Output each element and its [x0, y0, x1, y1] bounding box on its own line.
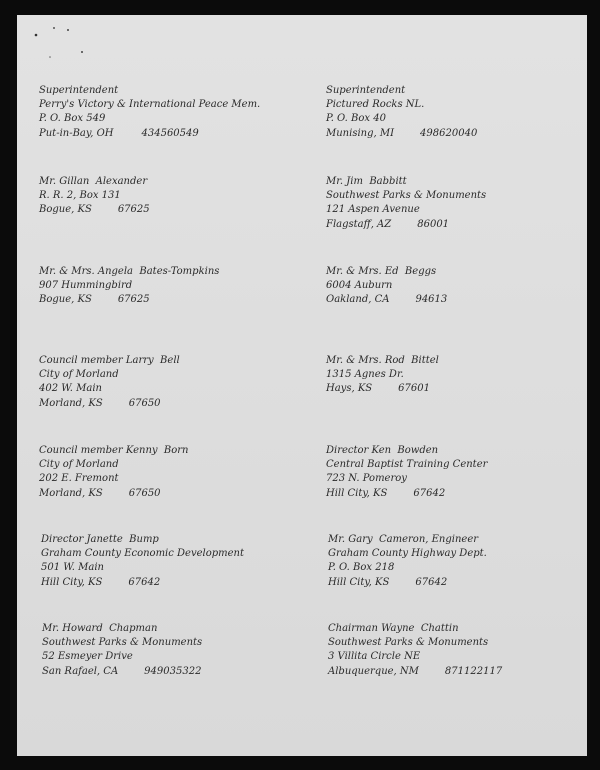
address-line: 1315 Agnes Dr.	[326, 369, 404, 381]
paper-sheet	[17, 15, 587, 756]
zip-code: 67650	[128, 487, 161, 499]
city-state-line	[328, 576, 588, 590]
city-state: Morland, KS	[39, 397, 103, 409]
address-line: Graham County Highway Dept.	[328, 548, 487, 560]
city-state-line	[39, 487, 299, 501]
zip-code: 67642	[415, 576, 448, 588]
zip-code: 434560549	[141, 127, 199, 139]
address-line: Pictured Rocks NL.	[326, 99, 425, 111]
zip-code: 949035322	[144, 665, 202, 677]
city-state-line	[328, 665, 588, 679]
address-line: P. O. Box 549	[39, 113, 106, 125]
city-state: Bogue, KS	[39, 204, 92, 216]
city-state: Hays, KS	[326, 383, 373, 395]
city-state-line	[326, 293, 586, 307]
address-line: Perry's Victory & International Peace Mem.	[39, 99, 261, 111]
address-line: Mr. & Mrs. Rod Bittel	[326, 355, 439, 366]
city-state-line	[326, 487, 586, 501]
address-line: 3 Villita Circle NE	[328, 651, 421, 663]
address-line: Southwest Parks & Monuments	[328, 637, 489, 649]
address-block-5	[326, 265, 586, 308]
address-line: City of Morland	[39, 459, 119, 471]
zip-code: 86001	[417, 218, 450, 230]
address-line: 907 Hummingbird	[39, 280, 133, 292]
zip-code: 67625	[117, 294, 150, 306]
address-block-2	[39, 175, 299, 218]
address-line: 402 W. Main	[39, 383, 102, 395]
address-line: Mr. Gary Cameron, Engineer	[328, 534, 479, 545]
address-block-4	[39, 265, 299, 308]
city-state-line	[41, 576, 301, 590]
address-line: Council member Kenny Born	[39, 445, 189, 456]
address-block-8	[39, 444, 299, 501]
city-state-line	[39, 293, 299, 307]
address-line: Central Baptist Training Center	[326, 459, 488, 471]
address-line: Graham County Economic Development	[41, 548, 245, 560]
zip-code: 67601	[398, 383, 430, 395]
address-line: Superintendent	[39, 85, 119, 96]
address-block-6	[39, 354, 299, 411]
address-line: Director Janette Bump	[41, 534, 159, 545]
address-line: Mr. Gillan Alexander	[39, 176, 148, 187]
address-line: 121 Aspen Avenue	[326, 204, 420, 216]
address-line: Superintendent	[326, 85, 406, 96]
address-line: 6004 Auburn	[326, 280, 393, 292]
city-state-line	[42, 665, 302, 679]
address-line: Southwest Parks & Monuments	[326, 190, 487, 202]
address-line: Mr. Jim Babbitt	[326, 176, 407, 187]
city-state: Munising, MI	[326, 127, 395, 139]
address-line: 202 E. Fremont	[39, 473, 119, 485]
zip-code: 498620040	[420, 127, 478, 139]
address-line: 723 N. Pomeroy	[326, 473, 407, 485]
address-line: Southwest Parks & Monuments	[42, 637, 203, 649]
address-line: P. O. Box 218	[328, 562, 395, 574]
zip-code: 67642	[413, 487, 446, 499]
address-line: Chairman Wayne Chattin	[328, 623, 459, 634]
zip-code: 94613	[415, 294, 448, 306]
zip-code: 67642	[128, 576, 161, 588]
address-block-10	[41, 533, 301, 590]
city-state: Put-in-Bay, OH	[39, 127, 114, 139]
city-state-line	[326, 382, 586, 396]
city-state-line	[326, 218, 586, 232]
address-block-7	[326, 354, 586, 397]
city-state: Hill City, KS	[41, 576, 103, 588]
city-state-line	[39, 203, 299, 217]
address-block-3	[326, 175, 586, 232]
address-line: 501 W. Main	[41, 562, 104, 574]
address-block-0	[39, 84, 299, 141]
city-state: Oakland, CA	[326, 294, 390, 306]
zip-code: 871122117	[444, 665, 503, 677]
address-line: Mr. & Mrs. Angela Bates-Tompkins	[39, 266, 220, 277]
address-block-9	[326, 444, 586, 501]
city-state: San Rafael, CA	[42, 665, 119, 677]
city-state-line	[39, 127, 299, 141]
city-state: Hill City, KS	[326, 487, 388, 499]
address-block-1	[326, 84, 586, 141]
city-state: Morland, KS	[39, 487, 103, 499]
address-line: 52 Esmeyer Drive	[42, 651, 133, 663]
address-line: Mr. Howard Chapman	[42, 623, 158, 634]
city-state: Albuquerque, NM	[328, 665, 419, 677]
zip-code: 67650	[128, 397, 161, 409]
address-block-12	[42, 622, 302, 679]
city-state: Hill City, KS	[328, 576, 390, 588]
city-state-line	[326, 127, 586, 141]
address-block-11	[328, 533, 588, 590]
address-block-13	[328, 622, 588, 679]
address-line: R. R. 2, Box 131	[39, 190, 121, 202]
address-line: P. O. Box 40	[326, 113, 386, 125]
zip-code: 67625	[117, 204, 150, 216]
address-line: Council member Larry Bell	[39, 355, 180, 366]
city-state: Flagstaff, AZ	[326, 218, 392, 230]
city-state-line	[39, 397, 299, 411]
address-line: City of Morland	[39, 369, 119, 381]
address-line: Mr. & Mrs. Ed Beggs	[326, 266, 437, 277]
address-line: Director Ken Bowden	[326, 445, 439, 456]
city-state: Bogue, KS	[39, 294, 92, 306]
